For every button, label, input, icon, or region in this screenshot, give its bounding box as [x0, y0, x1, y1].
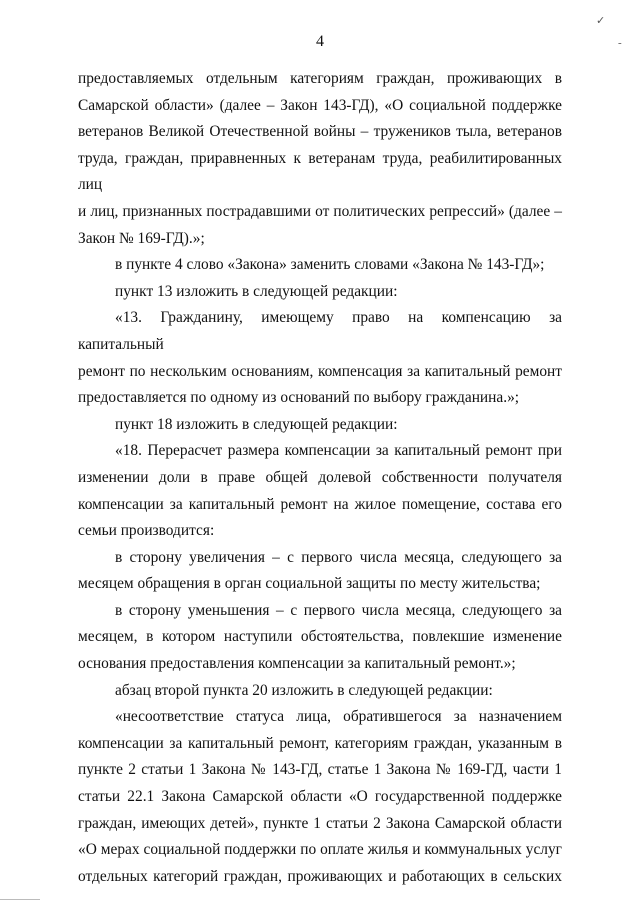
text-line: отдельных категорий граждан, проживающих и работающих в сельских	[78, 867, 562, 885]
text-line: «13. Гражданину, имеющему право на компенсацию за капитальный	[78, 309, 562, 353]
text-line: «О мерах социальной поддержки по оплате жилья и коммунальных услуг	[78, 841, 562, 859]
page-edge-rule	[0, 899, 40, 900]
text-line: абзац второй пункта 20 изложить в следующей редакции:	[115, 681, 493, 699]
page-number: 4	[316, 33, 324, 50]
text-line: граждан, имеющих детей», пункте 1 статьи 2 Закона Самарской области	[78, 814, 562, 832]
text-line: изменении доли в праве общей долевой собственности получателя	[78, 468, 562, 486]
text-line: труда, граждан, приравненных к ветеранам труда, реабилитированных лиц	[78, 149, 562, 194]
text-line: компенсации за капитальный ремонт на жилое помещение, состава его	[78, 495, 562, 513]
text-line: и лиц, признанных пострадавшими от политических репрессий» (далее –	[78, 202, 562, 220]
text-line: «18. Перерасчет размера компенсации за капитальный ремонт при	[115, 442, 562, 460]
text-line: месяцем обращения в орган социальной защиты по месту жительства;	[78, 575, 541, 593]
document-body	[78, 66, 562, 890]
text-line: «несоответствие статуса лица, обратившегося за назначением	[115, 708, 562, 726]
text-line: в сторону уменьшения – с первого числа месяца, следующего за	[115, 601, 562, 619]
text-line: ремонт по нескольким основаниям, компенсация за капитальный ремонт	[78, 362, 562, 380]
text-line: предоставляемых отдельным категориям граждан, проживающих в	[78, 70, 562, 87]
scan-mark: ✓	[596, 15, 606, 27]
text-line: пункт 18 изложить в следующей редакции:	[115, 415, 398, 433]
text-line: ветеранов Великой Отечественной войны – тружеников тыла, ветеранов	[78, 123, 562, 141]
text-line: основания предоставления компенсации за капитальный ремонт.»;	[78, 655, 516, 673]
text-line: пункте 2 статьи 1 Закона № 143-ГД, статье 1 Закона № 169-ГД, части 1	[78, 761, 562, 779]
text-line: в пункте 4 слово «Закона» заменить словами «Закона № 143-ГД»;	[115, 256, 545, 274]
text-line: Закон № 169-ГД).»;	[78, 229, 205, 247]
text-line: предоставляется по одному из оснований по выбору гражданина.»;	[78, 389, 520, 407]
text-line: компенсации за капитальный ремонт, категориям граждан, указанным в	[78, 734, 562, 752]
text-line: статьи 22.1 Закона Самарской области «О государственной поддержке	[78, 788, 562, 806]
text-line: в сторону увеличения – с первого числа месяца, следующего за	[115, 548, 562, 566]
text-line: месяцем, в котором наступили обстоятельства, повлекшие изменение	[78, 628, 562, 646]
scan-tick: -	[618, 37, 622, 49]
text-line: семьи производится:	[78, 522, 215, 540]
text-line: пункт 13 изложить в следующей редакции:	[115, 282, 398, 300]
text-line: Самарской области» (далее – Закон 143-ГД), «О социальной поддержке	[78, 96, 562, 114]
